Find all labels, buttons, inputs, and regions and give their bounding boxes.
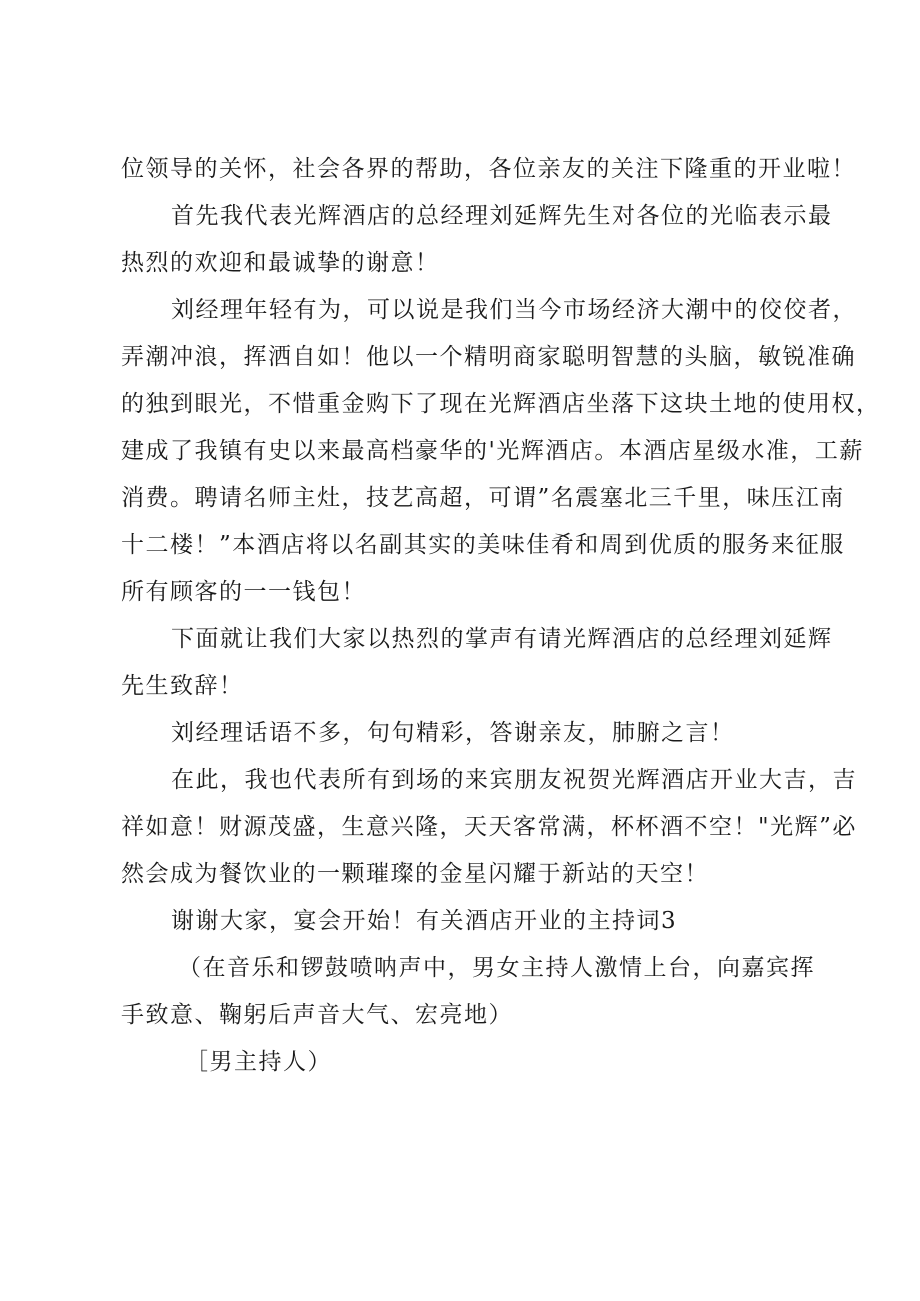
- text-line-20: ［男主持人）: [185, 1049, 332, 1075]
- text-line-17: 谢谢大家，宴会开始！有关酒店开业的主持词3: [171, 908, 678, 934]
- text-line-7: 建成了我镇有史以来最高档豪华的'光辉酒店。本酒店星级水准，工薪: [121, 438, 864, 464]
- text-line-16: 然会成为餐饮业的一颗璀璨的金星闪耀于新站的天空！: [121, 861, 709, 887]
- text-line-10: 所有顾客的一一钱包！: [121, 579, 366, 605]
- text-line-6: 的独到眼光，不惜重金购下了现在光辉酒店坐落下这块土地的使用权，: [121, 391, 881, 417]
- text-line-5: 弄潮冲浪，挥洒自如！他以一个精明商家聪明智慧的头脑，敏锐准确: [121, 344, 856, 370]
- text-line-1: 位领导的关怀，社会各界的帮助，各位亲友的关注下隆重的开业啦！: [121, 156, 856, 182]
- text-line-9: 十二楼！”本酒店将以名副其实的美味佳肴和周到优质的服务来征服: [121, 532, 845, 558]
- text-line-14: 在此，我也代表所有到场的来宾朋友祝贺光辉酒店开业大吉，吉: [171, 767, 857, 793]
- text-line-13: 刘经理话语不多，句句精彩，答谢亲友，肺腑之言！: [171, 720, 735, 746]
- text-line-15: 祥如意！财源茂盛，生意兴隆，天天客常满，杯杯酒不空！"光辉”必: [121, 814, 857, 840]
- text-line-4: 刘经理年轻有为，可以说是我们当今市场经济大潮中的佼佼者，: [171, 297, 857, 323]
- text-line-8: 消费。聘请名师主灶，技艺高超，可谓”名震塞北三千里，味压江南: [121, 485, 845, 511]
- text-line-18: （在音乐和锣鼓喷呐声中，男女主持人激情上台，向嘉宾挥: [178, 955, 815, 981]
- text-line-19: 手致意、鞠躬后声音大气、宏亮地）: [121, 1002, 513, 1028]
- text-line-2: 首先我代表光辉酒店的总经理刘延辉先生对各位的光临表示最: [171, 203, 833, 229]
- text-line-12: 先生致辞！: [121, 673, 244, 699]
- text-line-11: 下面就让我们大家以热烈的掌声有请光辉酒店的总经理刘延辉: [171, 626, 833, 652]
- text-line-3: 热烈的欢迎和最诚挚的谢意！: [121, 250, 440, 276]
